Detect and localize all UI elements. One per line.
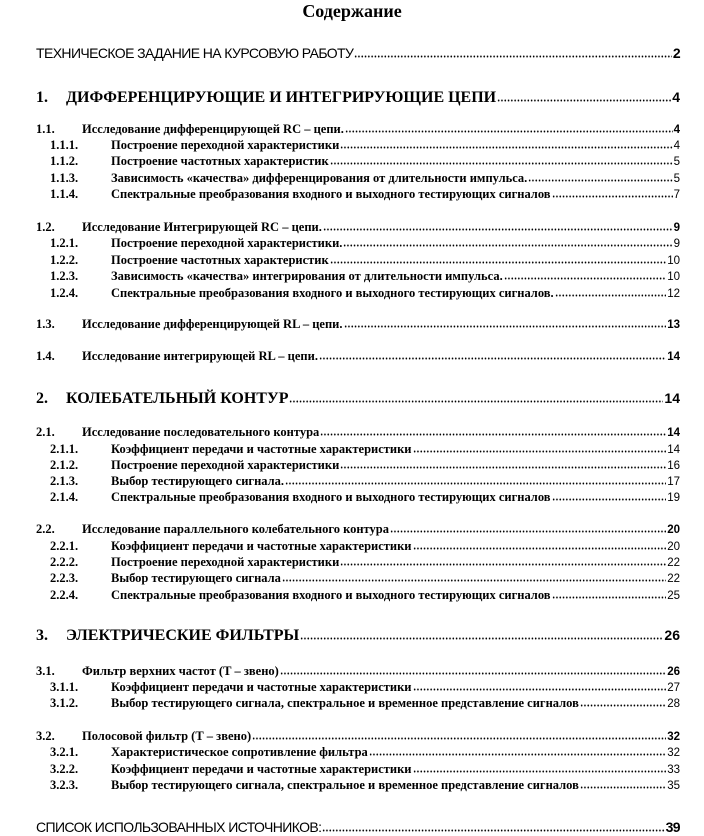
dot-leader: [580, 779, 666, 789]
toc-entry-number: 2.1.4.: [50, 489, 79, 504]
toc-entry-page: 9: [673, 237, 680, 250]
toc-entry-title: Выбор тестирующего сигнала.: [111, 473, 285, 488]
toc-entry-page: 5: [673, 172, 680, 185]
toc-entry: [50, 138, 680, 155]
toc-entry-page: 26: [664, 627, 680, 643]
toc-entry: [36, 122, 680, 139]
toc-entry-number: 1.2.1.: [50, 235, 79, 250]
toc-entry: [50, 286, 680, 303]
toc-entry-title: Построение переходной характеристики: [111, 554, 340, 569]
toc-entry-title: Построение частотных характеристик: [111, 153, 329, 168]
toc-entry: [36, 45, 680, 62]
toc-entry-title: Исследование дифференцирующей RC – цепи.: [82, 121, 344, 136]
toc-entry: [36, 317, 680, 334]
toc-entry-number: 1.2.3.: [50, 268, 79, 283]
toc-entry: [50, 442, 680, 459]
toc-entry: [50, 474, 680, 491]
toc-entry-page: 14: [667, 426, 680, 439]
toc-entry-number: 1.2.2.: [50, 252, 79, 267]
dot-leader: [552, 491, 667, 501]
dot-leader: [330, 155, 673, 165]
toc-entry-page: 14: [664, 390, 680, 406]
dot-leader: [343, 237, 672, 247]
dot-leader: [413, 763, 667, 773]
toc-entry-number: 2.2.2.: [50, 554, 79, 569]
toc-entry-title: Коэффициент передачи и частотные характеристики: [111, 441, 412, 456]
toc-entry-page: 17: [667, 475, 680, 488]
toc-entry: [36, 664, 680, 681]
toc-entry: [50, 269, 680, 286]
dot-leader: [413, 681, 667, 691]
toc-entry: [50, 588, 680, 605]
toc-entry-page: 5: [673, 155, 680, 168]
toc-entry: [50, 154, 680, 171]
toc-entry-title: КОЛЕБАТЕЛЬНЫЙ КОНТУР: [66, 390, 289, 407]
toc-entry: [36, 349, 680, 366]
toc-entry-page: 13: [667, 318, 680, 331]
toc-entry-page: 4: [673, 139, 680, 152]
dot-leader: [369, 746, 666, 756]
toc-entry-number: 1.4.: [36, 348, 55, 363]
toc-entry-page: 33: [667, 763, 680, 776]
toc-entry-page: 4: [672, 89, 680, 105]
dot-leader: [330, 254, 667, 264]
toc-entry-page: 14: [667, 350, 680, 363]
dot-leader: [345, 123, 673, 133]
dot-leader: [390, 523, 666, 533]
toc-entry-title: Построение переходной характеристики: [111, 457, 340, 472]
toc-entry-page: 9: [673, 221, 680, 234]
toc-entry-title: Полосовой фильтр (Т – звено): [82, 728, 252, 743]
toc-entry-title: Выбор тестирующего сигнала, спектральное и временное представление сигналов: [111, 695, 579, 710]
toc-entry-number: 2.2.: [36, 521, 55, 536]
dot-leader: [344, 318, 667, 328]
toc-entry: [36, 522, 680, 539]
toc-entry-page: 14: [667, 443, 680, 456]
toc-entry: [50, 171, 680, 188]
toc-entry-title: Выбор тестирующего сигнала: [111, 570, 281, 585]
dot-leader: [580, 697, 666, 707]
toc-entry-number: 1.1.4.: [50, 186, 79, 201]
toc-entry-page: 20: [667, 540, 680, 553]
toc-entry-title: Построение переходной характеристики: [111, 137, 340, 152]
toc-entry: [50, 236, 680, 253]
toc-entry-page: 2: [672, 44, 680, 61]
toc-entry-title: СПИСОК ИСПОЛЬЗОВАННЫХ ИСТОЧНИКОВ:: [36, 818, 322, 835]
toc-entry: [36, 390, 680, 410]
dot-leader: [323, 221, 673, 231]
toc-entry-page: 25: [667, 589, 680, 602]
toc-entry: [50, 490, 680, 507]
dot-leader: [552, 589, 667, 599]
toc-entry-number: 1.2.4.: [50, 285, 79, 300]
dot-leader: [289, 393, 663, 403]
toc-entry-number: 3.2.1.: [50, 744, 79, 759]
dot-leader: [280, 665, 666, 675]
toc-entry-page: 22: [667, 556, 680, 569]
toc-entry-page: 12: [667, 287, 680, 300]
toc-entry-title: Спектральные преобразования входного и выходного тестирующих сигналов: [111, 186, 551, 201]
toc-entry: [50, 458, 680, 475]
toc-entry: [36, 220, 680, 237]
dot-leader: [504, 270, 666, 280]
toc-entry-title: Коэффициент передачи и частотные характеристики: [111, 538, 412, 553]
dot-leader: [413, 443, 667, 453]
dot-leader: [413, 540, 667, 550]
toc-entry-number: 3.2.: [36, 728, 55, 743]
dot-leader: [340, 139, 672, 149]
toc-entry-title: Исследование дифференцирующей RL – цепи.: [82, 316, 343, 331]
dot-leader: [322, 822, 664, 832]
toc-entry-number: 1.1.2.: [50, 153, 79, 168]
dot-leader: [320, 426, 666, 436]
toc-entry-page: 27: [667, 681, 680, 694]
toc-entry-number: 3.1.: [36, 663, 55, 678]
toc-entry-title: Коэффициент передачи и частотные характеристики: [111, 679, 412, 694]
dot-leader: [340, 459, 666, 469]
toc-entry-title: Исследование Интегрирующей RC – цепи.: [82, 219, 322, 234]
dot-leader: [528, 172, 672, 182]
toc-entry: [50, 187, 680, 204]
toc-entry-number: 1.2.: [36, 219, 55, 234]
toc-entry-number: 2.1.: [36, 424, 55, 439]
dot-leader: [252, 730, 666, 740]
toc-entry: [36, 627, 680, 647]
toc-entry: [50, 253, 680, 270]
toc-entry-title: Спектральные преобразования входного и выходного тестирующих сигналов: [111, 587, 551, 602]
toc-entry: [50, 555, 680, 572]
toc-entry-page: 35: [667, 779, 680, 792]
toc-entry-page: 7: [673, 188, 680, 201]
toc-entry-title: ЭЛЕКТРИЧЕСКИЕ ФИЛЬТРЫ: [66, 627, 300, 644]
toc-entry-number: 3.1.2.: [50, 695, 79, 710]
toc-entry-number: 2.1.3.: [50, 473, 79, 488]
toc-entry: [50, 680, 680, 697]
toc-entry-title: Фильтр верхних частот (Т – звено): [82, 663, 279, 678]
toc-entry-page: 19: [667, 491, 680, 504]
toc-entry-title: Исследование параллельного колебательного контура: [82, 521, 389, 536]
toc-entry-number: 3.2.3.: [50, 777, 79, 792]
dot-leader: [340, 556, 666, 566]
toc-entry-title: Коэффициент передачи и частотные характеристики: [111, 761, 412, 776]
toc-entry-number: 2.1.2.: [50, 457, 79, 472]
toc-entry-title: Построение переходной характеристики.: [111, 235, 343, 250]
dot-leader: [319, 350, 666, 360]
toc-entry-page: 16: [667, 459, 680, 472]
toc-entry-title: Зависимость «качества» дифференцирования от длительности импульса.: [111, 170, 528, 185]
toc-entry-title: Исследование последовательного контура: [82, 424, 320, 439]
toc-entry-page: 22: [667, 572, 680, 585]
toc-entry-page: 10: [667, 254, 680, 267]
toc-entry: [36, 729, 680, 746]
dot-leader: [552, 188, 673, 198]
toc-entry-page: 20: [667, 523, 680, 536]
toc-entry-title: Построение частотных характеристик: [111, 252, 329, 267]
toc-entry-number: 3.2.2.: [50, 761, 79, 776]
toc-entry-number: 2.: [36, 390, 48, 407]
toc-entry: [50, 762, 680, 779]
dot-leader: [285, 475, 666, 485]
toc-entry-page: 26: [667, 665, 680, 678]
toc-entry-page: 32: [667, 730, 680, 743]
toc-entry: [50, 696, 680, 713]
toc-entry: [50, 571, 680, 588]
toc-entry-number: 1.1.: [36, 121, 55, 136]
toc-entry-title: ДИФФЕРЕНЦИРУЮЩИЕ И ИНТЕГРИРУЮЩИЕ ЦЕПИ: [66, 89, 497, 106]
toc-entry-page: 39: [665, 818, 680, 835]
toc-entry: [50, 539, 680, 556]
toc-entry: [50, 745, 680, 762]
toc-entry-page: 32: [667, 746, 680, 759]
toc-entry-number: 2.1.1.: [50, 441, 79, 456]
toc-entry-number: 1.1.1.: [50, 137, 79, 152]
page-title: Содержание: [302, 1, 402, 21]
toc-entry-number: 1.3.: [36, 316, 55, 331]
toc-entry-title: Спектральные преобразования входного и выходного тестирующих сигналов.: [111, 285, 554, 300]
toc-entry-page: 28: [667, 697, 680, 710]
dot-leader: [497, 92, 671, 102]
toc-entry-title: Характеристическое сопротивление фильтра: [111, 744, 368, 759]
toc-entry-title: Зависимость «качества» интегрирования от длительности импульса.: [111, 268, 503, 283]
toc-entry-page: 4: [673, 123, 680, 136]
toc-entry: [36, 89, 680, 109]
toc-entry-title: Спектральные преобразования входного и выходного тестирующих сигналов: [111, 489, 551, 504]
toc-entry-title: Исследование интегрирующей RL – цепи.: [82, 348, 318, 363]
toc-entry-title: Выбор тестирующего сигнала, спектральное и временное представление сигналов: [111, 777, 579, 792]
toc-entry-number: 3.1.1.: [50, 679, 79, 694]
dot-leader: [354, 48, 672, 58]
toc-entry-page: 10: [667, 270, 680, 283]
toc-entry-number: 3.: [36, 627, 48, 644]
dot-leader: [282, 572, 666, 582]
dot-leader: [555, 287, 667, 297]
toc-entry-number: 2.2.1.: [50, 538, 79, 553]
toc-entry-title: ТЕХНИЧЕСКОЕ ЗАДАНИЕ НА КУРСОВУЮ РАБОТУ: [36, 44, 354, 61]
toc-entry-number: 1.: [36, 89, 48, 106]
toc-entry: [50, 778, 680, 795]
toc-entry-number: 2.2.4.: [50, 587, 79, 602]
toc-entry: [36, 425, 680, 442]
toc-entry-number: 1.1.3.: [50, 170, 79, 185]
dot-leader: [300, 630, 663, 640]
toc-entry-number: 2.2.3.: [50, 570, 79, 585]
